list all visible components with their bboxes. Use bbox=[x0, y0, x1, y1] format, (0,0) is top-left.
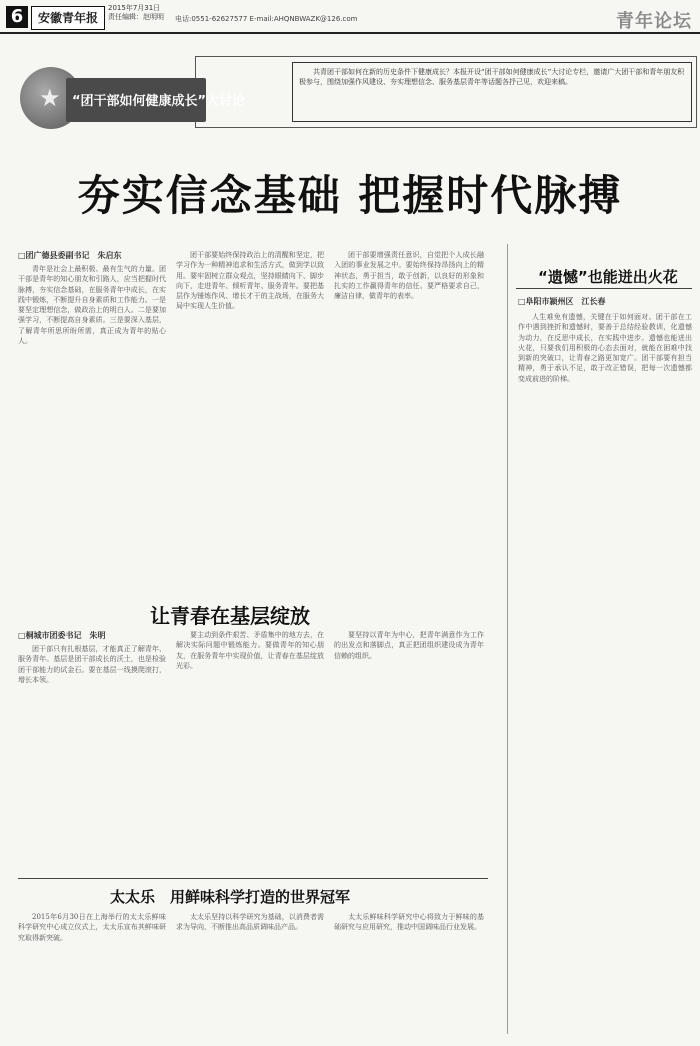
header-date-block bbox=[108, 4, 164, 22]
star-icon: ★ bbox=[39, 84, 61, 112]
main-article-col-2: 团干部要始终保持政治上的清醒和坚定，把学习作为一种精神追求和生活方式，做到学以致用。要牢固树立群众观点，坚持眼睛向下、脚步向下，走进青年、倾听青年、服务青年。要把基层作为锤炼作风、增长才干的主战场，在服务大局中实现人生价值。 bbox=[176, 251, 324, 311]
article-separator bbox=[18, 878, 488, 879]
issue-date: 2015年7月31日 bbox=[108, 4, 161, 12]
article-3-col-1: 2015年6月30日在上海举行的太太乐鲜味科学研究中心成立仪式上，太太乐宣布其鲜味研究取得新突破。 bbox=[18, 913, 166, 942]
article-3-col-2: 太太乐坚持以科学研究为基础，以消费者需求为导向，不断推出高品质调味品产品。 bbox=[176, 913, 324, 932]
article-3-col-3: 太太乐鲜味科学研究中心将致力于鲜味的基础研究与应用研究，推动中国调味品行业发展。 bbox=[334, 913, 484, 932]
article-3-headline: 太太乐 用鲜味科学打造的世界冠军 bbox=[110, 888, 351, 906]
section-title: 青年论坛 bbox=[616, 11, 692, 32]
contact-info: 电话:0551-62627577 E-mail:AHQNBWAZK@126.com bbox=[175, 15, 358, 23]
article-2-byline: □桐城市团委书记 朱明 bbox=[18, 631, 106, 640]
editor-credit: 责任编辑：赵明明 bbox=[108, 13, 164, 21]
article-2-col-1: 团干部只有扎根基层，才能真正了解青年、服务青年。基层是团干部成长的沃土，也是检验团干部能力的试金石。要在基层一线摸爬滚打，增长本领。 bbox=[18, 645, 166, 684]
side-article-headline: “遗憾”也能迸出火花 bbox=[538, 268, 678, 286]
main-article-col-1: 青年是社会上最积极、最有生气的力量。团干部是青年的知心朋友和引路人，应当把握时代脉搏，夯实信念基础，在服务青年中成长，在实践中锻炼，不断提升自身素质和工作能力。一是要坚定理想信念，做政治上的明白人。二是要加强学习，不断提高自身素质。三是要深入基层，了解青年所思所盼所需，真正成为青年的贴心人。 bbox=[18, 265, 166, 346]
main-headline: 夯实信念基础 把握时代脉搏 bbox=[77, 171, 623, 220]
article-2-col-3: 要坚持以青年为中心，把青年满意作为工作的出发点和落脚点，真正把团组织建设成为青年信赖的组织。 bbox=[334, 631, 484, 660]
article-2-headline: 让青春在基层绽放 bbox=[150, 604, 310, 628]
side-column-rule bbox=[507, 244, 508, 1034]
main-article-col-3: 团干部要增强责任意识，自觉把个人成长融入团的事业发展之中。要始终保持昂扬向上的精神状态，勇于担当，敢于创新，以良好的形象和扎实的工作赢得青年的信任。要严格要求自己，廉洁自律，做青年的表率。 bbox=[334, 251, 484, 301]
side-article-byline: □阜阳市颍州区 江长春 bbox=[518, 297, 606, 306]
header-rule bbox=[0, 32, 700, 34]
page-number: 6 bbox=[6, 6, 28, 28]
column-intro: 共青团干部如何在新的历史条件下健康成长？本报开设“团干部如何健康成长”大讨论专栏，邀请广大团干部和青年朋友积极参与，围绕加强作风建设、夯实理想信念、服务基层青年等话题各抒己见，欢迎来稿。 bbox=[292, 62, 692, 122]
banner-label: “团干部如何健康成长”大讨论 bbox=[72, 94, 246, 109]
main-byline: □团广德县委副书记 朱启东 bbox=[18, 251, 122, 260]
side-article-body: 人生难免有遗憾，关键在于如何面对。团干部在工作中遇到挫折和遗憾时，要善于总结经验教训，化遗憾为动力，在反思中成长，在实践中进步。遗憾也能迸出火花，只要我们用积极的心态去面对，就能在困难中找到新的突破口，让青春之路更加宽广。团干部要有担当精神，勇于承认不足，敢于改正错误，把每一次遗憾都变成前进的阶梯。 bbox=[518, 313, 692, 383]
article-2-col-2: 要主动到条件艰苦、矛盾集中的地方去，在解决实际问题中锻炼能力。要做青年的知心朋友，在服务青年中实现价值，让青春在基层绽放光彩。 bbox=[176, 631, 324, 670]
paper-name: 安徽青年报 bbox=[31, 6, 105, 30]
side-title-rule bbox=[516, 288, 692, 289]
